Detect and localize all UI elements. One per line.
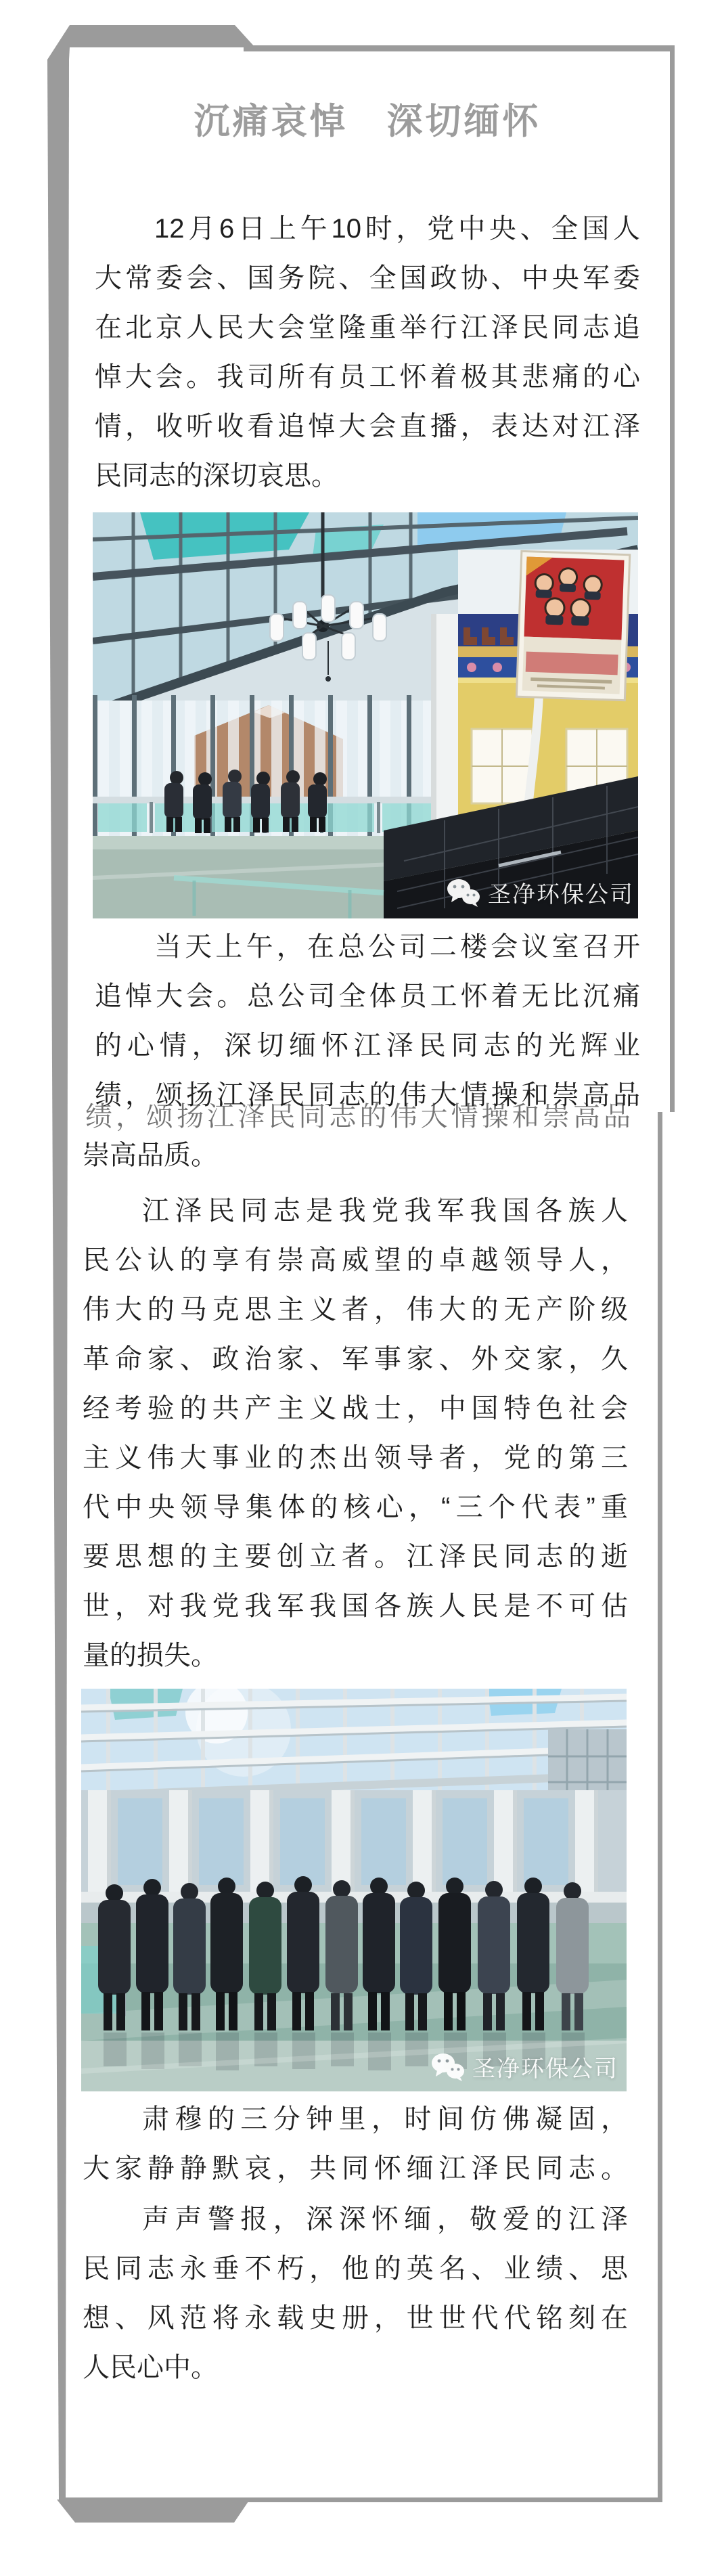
wechat-icon bbox=[446, 878, 481, 908]
photo-watermark bbox=[446, 876, 634, 909]
text-line: 民同志的深切哀思。 bbox=[95, 461, 338, 491]
paragraph-2-continued bbox=[83, 1131, 628, 1180]
watermark-text: 圣净环保公司 bbox=[488, 882, 634, 908]
text-line: 江泽民同志是我党我军我国各族人 bbox=[142, 1196, 628, 1226]
frame-topleft-fold bbox=[47, 25, 70, 60]
text-line: 要思想的主要创立者。江泽民同志的逝 bbox=[83, 1542, 628, 1572]
text-line: 大家静静默哀，共同怀缅江泽民同志。 bbox=[83, 2154, 628, 2183]
frame-top-wedge bbox=[70, 25, 255, 47]
text-line: 量的损失。 bbox=[83, 1641, 218, 1670]
frame-right-bar-upper bbox=[670, 45, 675, 1112]
frame-right-bar-lower bbox=[658, 1112, 662, 2502]
leaders-poster bbox=[516, 551, 629, 700]
text-line: 大常委会、国务院、全国政协、中央军委 bbox=[95, 263, 640, 293]
text-line: 崇高品质。 bbox=[83, 1140, 218, 1170]
watermark-text: 圣净环保公司 bbox=[472, 2056, 618, 2082]
text-line: 声声警报，深深怀缅，敬爱的江泽 bbox=[142, 2204, 628, 2234]
frame-left-bar bbox=[47, 60, 69, 2502]
text-line: 的心情，深切缅怀江泽民同志的光辉业 bbox=[95, 1031, 640, 1061]
paragraph-5 bbox=[83, 2195, 628, 2393]
text-line: 民同志永垂不朽，他的英名、业绩、思 bbox=[83, 2254, 628, 2284]
text-line: 12月6日上午10时，党中央、全国人 bbox=[154, 214, 640, 244]
text-line: 想、风范将永载史册，世世代代铭刻在 bbox=[83, 2303, 628, 2333]
frame-top-line bbox=[244, 45, 675, 51]
text-line: 悼大会。我司所有员工怀着极其悲痛的心 bbox=[95, 362, 640, 392]
paragraph-1 bbox=[95, 204, 640, 501]
text-line: 民公认的享有崇高威望的卓越领导人， bbox=[83, 1245, 628, 1275]
photo2-scene bbox=[81, 1689, 627, 2091]
paragraph-3 bbox=[83, 1186, 628, 1681]
paragraph-2 bbox=[95, 923, 640, 1120]
text-line: 肃穆的三分钟里，时间仿佛凝固， bbox=[142, 2104, 628, 2134]
text-line: 情，收听收看追悼大会直播，表达对江泽 bbox=[95, 412, 640, 441]
text-line: 代中央领导集体的核心，“三个代表”重 bbox=[83, 1492, 628, 1522]
text-line: 主义伟大事业的杰出领导者，党的第三 bbox=[83, 1443, 628, 1473]
photo-staff-mourning[interactable] bbox=[81, 1689, 627, 2091]
text-line: 经考验的共产主义战士，中国特色社会 bbox=[83, 1394, 628, 1423]
paragraph-4 bbox=[83, 2095, 628, 2194]
frame-bottomleft-fold bbox=[57, 2500, 250, 2523]
text-line: 革命家、政治家、军事家、外交家，久 bbox=[83, 1344, 628, 1374]
text-line: 世，对我党我军我国各族人民是不可估 bbox=[83, 1591, 628, 1621]
text-line: 在北京人民大会堂隆重举行江泽民同志追 bbox=[95, 313, 640, 342]
page-title: 沉痛哀悼 深切缅怀 bbox=[194, 102, 541, 141]
photo-watermark bbox=[430, 2050, 618, 2083]
photo-memorial-hall[interactable] bbox=[93, 512, 638, 918]
text-line: 当天上午，在总公司二楼会议室召开 bbox=[154, 932, 640, 962]
text-line: 绩，颂扬江泽民同志的伟大情操和崇高品 bbox=[95, 1080, 640, 1110]
wechat-icon bbox=[430, 2052, 466, 2082]
photo1-scene bbox=[93, 512, 638, 918]
text-line: 追悼大会。总公司全体员工怀着无比沉痛 bbox=[95, 981, 640, 1011]
frame-bottom-line bbox=[59, 2497, 662, 2502]
seam-ghost-line: 绩，颂扬江泽民同志的伟大情操和崇高品 bbox=[85, 1102, 631, 1132]
text-line: 伟大的马克思主义者，伟大的无产阶级 bbox=[83, 1295, 628, 1325]
text-line: 人民心中。 bbox=[83, 2353, 218, 2382]
